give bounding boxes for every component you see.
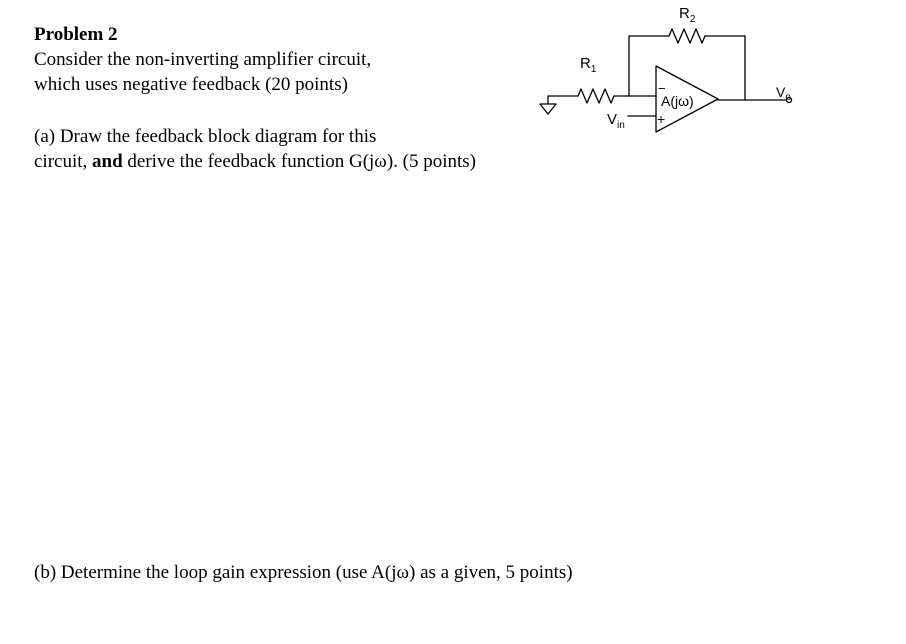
r2-resistor [669, 29, 705, 43]
problem-intro-line1: Consider the non-inverting amplifier circuit, [34, 49, 372, 70]
vin-label-sub: in [617, 120, 625, 131]
r2-label [679, 5, 696, 25]
vin-label [607, 111, 625, 131]
opamp-plus-sign: + [657, 111, 666, 127]
vin-label-main: V [607, 111, 618, 128]
r1-resistor [578, 89, 614, 103]
ground-symbol [540, 104, 556, 114]
r2-label-main: R [679, 5, 690, 22]
opamp-minus-sign: − [658, 81, 666, 96]
vo-label-main: V [776, 84, 786, 100]
part-b-line: (b) Determine the loop gain expression (use A(jω) as a given, 5 points) [34, 562, 573, 583]
opamp-label: A(jω) [661, 93, 694, 109]
part-a-line1: (a) Draw the feedback block diagram for this [34, 126, 377, 147]
r1-label-sub: 1 [590, 64, 597, 75]
r1-label-main: R [580, 55, 591, 72]
part-a-bold-and: and [92, 151, 123, 172]
part-a-text-pre: circuit, [34, 151, 93, 172]
part-a-text-post: derive the feedback function G(jω). (5 points) [122, 151, 476, 172]
r1-label [580, 55, 597, 75]
problem-intro-line2: which uses negative feedback (20 points) [34, 74, 348, 95]
problem-title: Problem 2 [34, 24, 118, 45]
vo-label-sub: o [785, 92, 791, 103]
r2-label-sub: 2 [689, 14, 696, 25]
